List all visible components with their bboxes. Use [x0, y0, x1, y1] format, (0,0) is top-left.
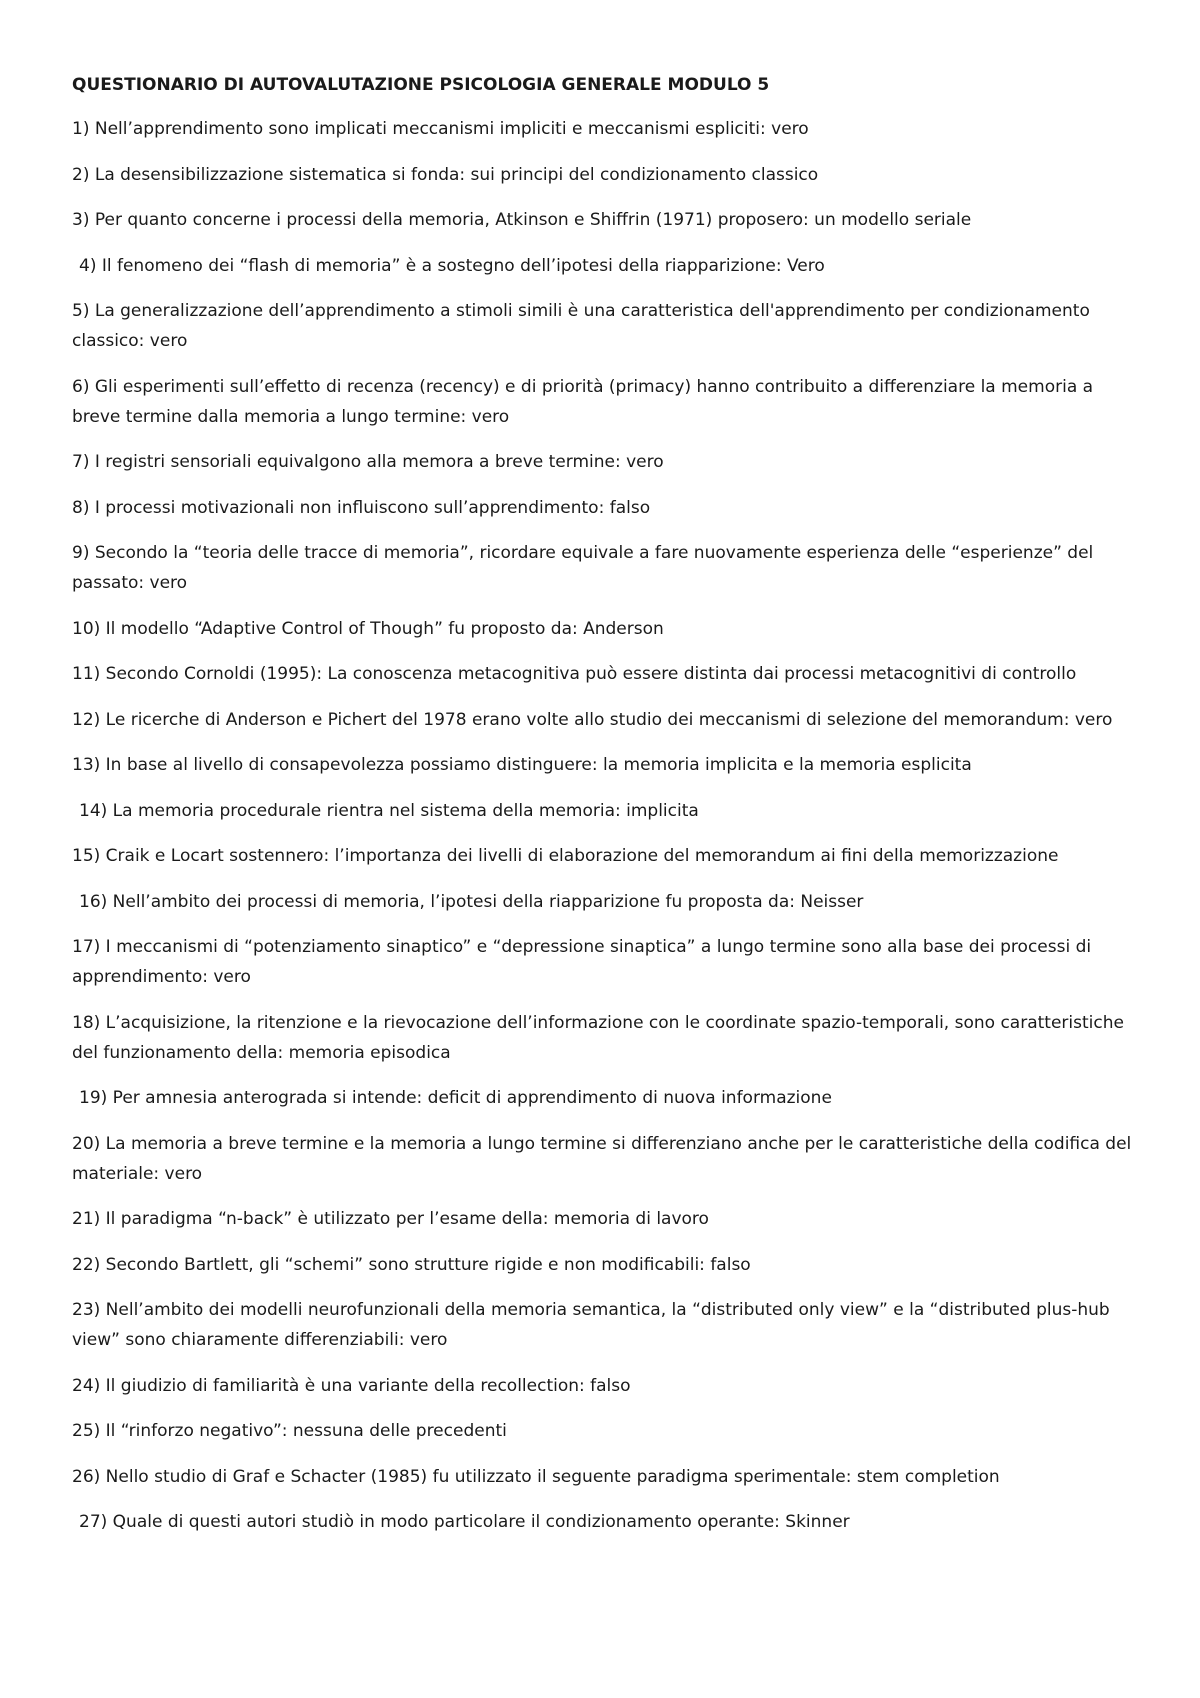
- question-item: 10) Il modello “Adaptive Control of Though” fu proposto da: Anderson: [72, 618, 664, 639]
- question-item: 16) Nell’ambito dei processi di memoria, l’ipotesi della riapparizione fu proposta da: Neisser: [79, 891, 864, 912]
- question-item: 26) Nello studio di Graf e Schacter (1985) fu utilizzato il seguente paradigma sperimentale: stem completion: [72, 1466, 1000, 1487]
- question-item: 21) Il paradigma “n-back” è utilizzato per l’esame della: memoria di lavoro: [72, 1209, 709, 1229]
- question-item: 14) La memoria procedurale rientra nel sistema della memoria: implicita: [79, 800, 699, 821]
- question-item: 20) La memoria a breve termine e la memoria a lungo termine si differenziano anche per le caratteristiche della codifica del materiale: vero: [72, 1133, 1132, 1184]
- question-item: 23) Nell’ambito dei modelli neurofunzionali della memoria semantica, la “distributed only view” e la “distributed plus-hub view” sono chiaramente differenziabili: vero: [72, 1300, 1110, 1350]
- question-item: 12) Le ricerche di Anderson e Pichert del 1978 erano volte allo studio dei meccanismi di selezione del memorandum: vero: [72, 709, 1113, 730]
- question-item: 7) I registri sensoriali equivalgono alla memora a breve termine: vero: [72, 452, 664, 472]
- question-item: 25) Il “rinforzo negativo”: nessuna delle precedenti: [72, 1421, 507, 1441]
- question-item: 11) Secondo Cornoldi (1995): La conoscenza metacognitiva può essere distinta dai processi metacognitivi di controllo: [72, 664, 1077, 684]
- question-item: 19) Per amnesia anterograda si intende: deficit di apprendimento di nuova informazione: [79, 1088, 832, 1108]
- document-page: [72, 70, 1142, 1553]
- question-item: 17) I meccanismi di “potenziamento sinaptico” e “depressione sinaptica” a lungo termine sono alla base dei processi di apprendimento: vero: [72, 937, 1092, 987]
- question-item: 15) Craik e Locart sostennero: l’importanza dei livelli di elaborazione del memorandum ai fini della memorizzazione: [72, 846, 1059, 866]
- question-item: 18) L’acquisizione, la ritenzione e la rievocazione dell’informazione con le coordinate spazio-temporali, sono caratteristiche del funzionamento della: memoria episodica: [72, 1012, 1124, 1063]
- question-item: 13) In base al livello di consapevolezza possiamo distinguere: la memoria implicita e la memoria esplicita: [72, 755, 972, 775]
- question-item: 2) La desensibilizzazione sistematica si fonda: sui principi del condizionamento classico: [72, 164, 819, 185]
- question-item: 3) Per quanto concerne i processi della memoria, Atkinson e Shiffrin (1971) proposero: un modello seriale: [72, 210, 972, 230]
- question-item: 5) La generalizzazione dell’apprendimento a stimoli simili è una caratteristica dell'apprendimento per condizionamento classico: vero: [72, 301, 1090, 351]
- question-item: 9) Secondo la “teoria delle tracce di memoria”, ricordare equivale a fare nuovamente esperienza delle “esperienze” del passato: vero: [72, 543, 1094, 593]
- question-item: 24) Il giudizio di familiarità è una variante della recollection: falso: [72, 1375, 631, 1396]
- question-item: 8) I processi motivazionali non influiscono sull’apprendimento: falso: [72, 497, 651, 518]
- question-item: 1) Nell’apprendimento sono implicati meccanismi impliciti e meccanismi espliciti: vero: [72, 119, 809, 139]
- question-item: 6) Gli esperimenti sull’effetto di recenza (recency) e di priorità (primacy) hanno contribuito a differenziare la memoria a breve termine dalla memoria a lungo termine: vero: [72, 376, 1094, 427]
- question-item: 22) Secondo Bartlett, gli “schemi” sono strutture rigide e non modificabili: falso: [72, 1254, 751, 1275]
- question-item: 4) Il fenomeno dei “flash di memoria” è a sostegno dell’ipotesi della riapparizione: Vero: [79, 255, 825, 276]
- question-item: 27) Quale di questi autori studiò in modo particolare il condizionamento operante: Skinner: [79, 1512, 850, 1532]
- document-title: QUESTIONARIO DI AUTOVALUTAZIONE PSICOLOGIA GENERALE MODULO 5: [72, 75, 770, 95]
